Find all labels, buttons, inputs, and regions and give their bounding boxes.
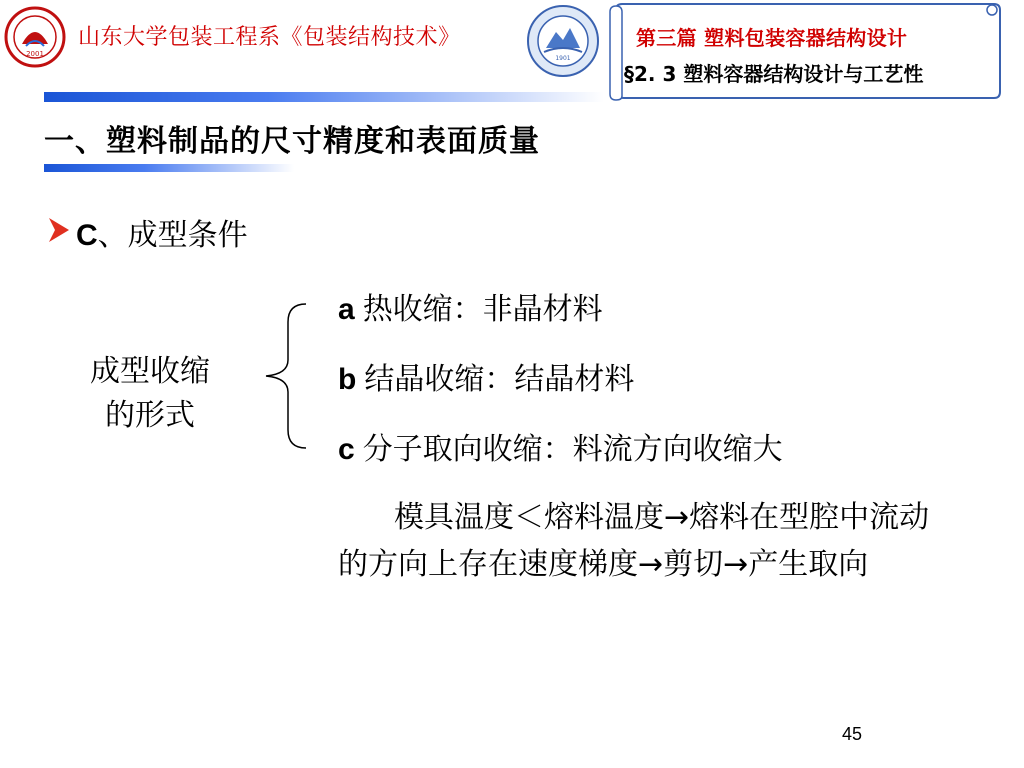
list-item [338, 354, 634, 398]
logo-left-year: 2001 [26, 50, 44, 58]
course-title: 山东大学包装工程系《包装结构技术》 [78, 25, 461, 50]
chapter-title: 第三篇 塑料包装容器结构设计 [636, 26, 908, 50]
title-underline-bar [44, 164, 294, 172]
item-letter: b [338, 363, 357, 396]
bullet-label: 、成型条件 [97, 218, 248, 253]
bullet-letter: C [76, 219, 98, 252]
paragraph-text: 模具温度＜熔料温度→熔料在型腔中流动的方向上存在速度梯度→剪切→产生取向 [338, 500, 930, 582]
explanation-paragraph [338, 494, 958, 588]
item-text: 分子取向收缩：料流方向收缩大 [362, 432, 783, 467]
chapter-scroll-frame [606, 2, 1002, 102]
top-divider-bar [44, 92, 604, 102]
left-label-line2: 的形式 [105, 398, 195, 433]
left-brace-icon [260, 300, 310, 452]
list-item [338, 424, 783, 468]
university-logo-icon [4, 6, 66, 68]
left-label-line1: 成型收缩 [90, 354, 210, 389]
item-letter: c [338, 433, 355, 466]
arrow-bullet-icon [46, 215, 72, 245]
page-title: 一、塑料制品的尺寸精度和表面质量 [44, 124, 540, 159]
section-subtitle: §2. 3 塑料容器结构设计与工艺性 [624, 62, 924, 86]
list-item [338, 284, 603, 328]
item-letter: a [338, 293, 355, 326]
logo-right-year: 1901 [555, 55, 571, 62]
university-seal-icon [526, 4, 600, 78]
bullet-heading [76, 210, 248, 254]
item-text: 结晶收缩：结晶材料 [364, 362, 635, 397]
page-number: 45 [842, 724, 863, 744]
item-text: 热收缩：非晶材料 [362, 292, 603, 327]
shrinkage-forms-label [62, 350, 238, 438]
